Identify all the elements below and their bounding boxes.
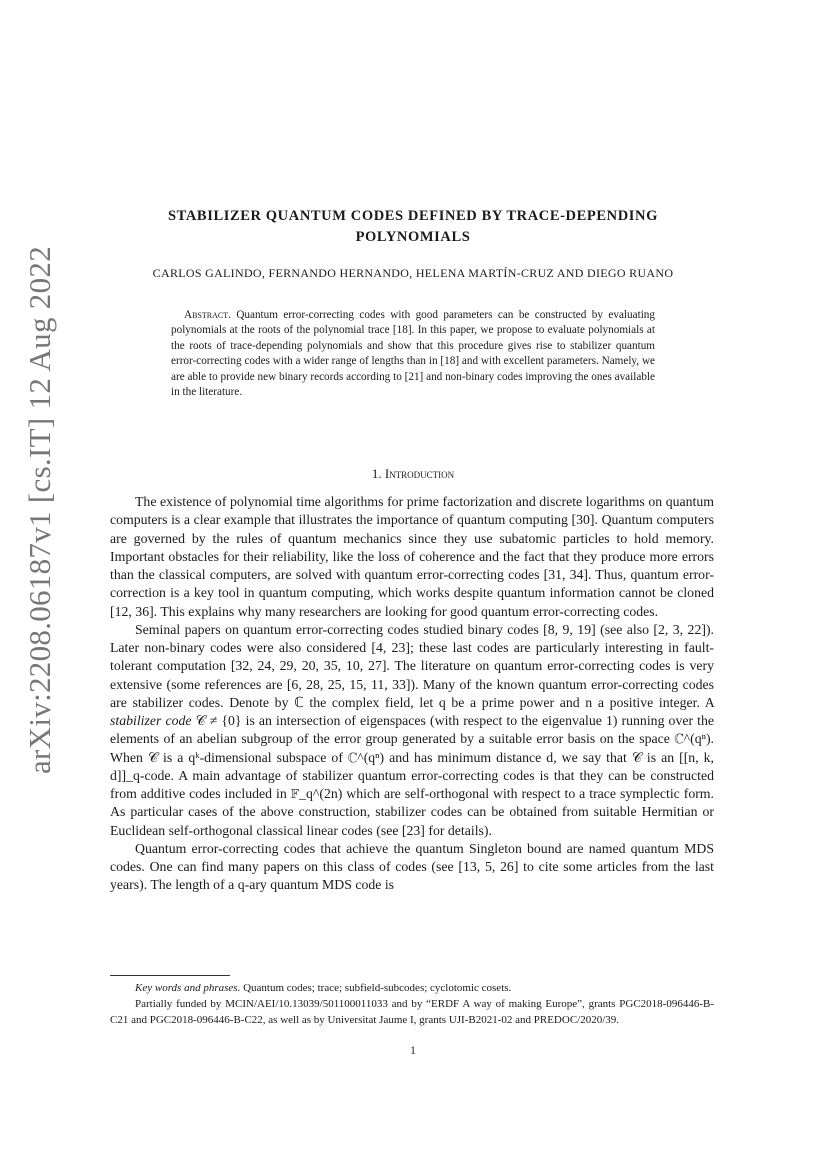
- section-number: 1.: [371, 466, 382, 481]
- arxiv-identifier-stamp: [18, 245, 62, 775]
- abstract-text: Quantum error-correcting codes with good parameters can be constructed by evaluating polynomials at the roots of the polynomial trace [18]. In this paper, we propose to evaluate polynomials at the roots of trace-depending polynomials and show that this procedure gives rise to stabilizer quantum error-correcting codes with a wider range of lengths than in [18] and with excellent parameters. Namely, we are able to provide new binary records according to [21] and non-binary codes improving the ones available in the literature.: [171, 309, 655, 399]
- section-title: Introduction: [384, 466, 455, 481]
- keywords-footnote: [110, 980, 714, 996]
- page-number: 1: [410, 1045, 416, 1057]
- paper-authors: CARLOS GALINDO, FERNANDO HERNANDO, HELENA MARTÍN-CRUZ AND DIEGO RUANO: [152, 266, 674, 280]
- section-heading: [110, 466, 716, 482]
- section-body: [110, 493, 714, 895]
- paper-title: STABILIZER QUANTUM CODES DEFINED BY TRACE-DEPENDING POLYNOMIALS: [168, 208, 658, 245]
- paragraph: The existence of polynomial time algorithms for prime factorization and discrete logarithms on quantum computers is a clear example that illustrates the importance of quantum computing [30]. Quantum computers are governed by the rules of quantum mechanics since they use subatomic particles to hold memory. Important obstacles for their reliability, like the loss of coherence and the fact that they produce more errors than the classical computers, are solved with quantum error-correcting codes [31, 34]. Thus, quantum error-correction is a key tool in quantum computing, which works despite quantum information cannot be cloned [12, 36]. This explains why many researchers are looking for good quantum error-correcting codes.: [110, 494, 714, 619]
- arxiv-stamp-text: arXiv:2208.06187v1 [cs.IT] 12 Aug 2022: [22, 245, 58, 775]
- footnotes: [110, 980, 714, 1028]
- emphasis-term: stabilizer code: [110, 713, 192, 728]
- paragraph: [110, 621, 714, 840]
- keywords-text: Quantum codes; trace; subfield-subcodes; cyclotomic cosets.: [243, 982, 512, 994]
- paragraph: Quantum error-correcting codes that achieve the quantum Singleton bound are named quantum MDS codes. One can find many papers on this class of codes (see [13, 5, 26] to cite some articles from the last years). The length of a q-ary quantum MDS code is: [110, 840, 714, 893]
- abstract-label: Abstract.: [184, 309, 231, 321]
- abstract: [171, 308, 655, 400]
- keywords-label: Key words and phrases.: [135, 982, 241, 994]
- paragraph-text: 𝒞 ≠ {0} is an intersection of eigenspaces (with respect to the eigenvalue 1) running over the elements of an abelian subgroup of the error group generated by a suitable error basis on the space ℂ^(qⁿ). When 𝒞 is a qᵏ-dimensional subspace of ℂ^(qⁿ) and has minimum distance d, we say that 𝒞 is an [[n, k, d]]_q-code. A main advantage of stabilizer quantum error-correcting codes is that they can be constructed from additive codes included in 𝔽_q^(2n) which are self-orthogonal with respect to a trace symplectic form. As particular cases of the above construction, stabilizer codes can be obtained from suitable Hermitian or Euclidean self-orthogonal classical linear codes (see [23] for details).: [110, 713, 715, 838]
- funding-footnote: Partially funded by MCIN/AEI/10.13039/501100011033 and by “ERDF A way of making Europe”, grants PGC2018-096446-B-C21 and PGC2018-096446-B-C22, as well as by Universitat Jaume I, grants UJI-B2021-02 and PREDOC/2020/39.: [110, 998, 714, 1026]
- paragraph-text: Seminal papers on quantum error-correcting codes studied binary codes [8, 9, 19] (see also [2, 3, 22]). Later non-binary codes were also considered [4, 23]; these last codes are particularly interesting in fault-tolerant computation [32, 24, 29, 20, 35, 10, 27]. The literature on quantum error-correcting codes is very extensive (some references are [6, 28, 25, 15, 11, 33]). Many of the known quantum error-correcting codes are stabilizer codes. Denote by ℂ the complex field, let q be a prime power and n a positive integer. A: [110, 621, 714, 710]
- footnote-rule: [110, 975, 230, 976]
